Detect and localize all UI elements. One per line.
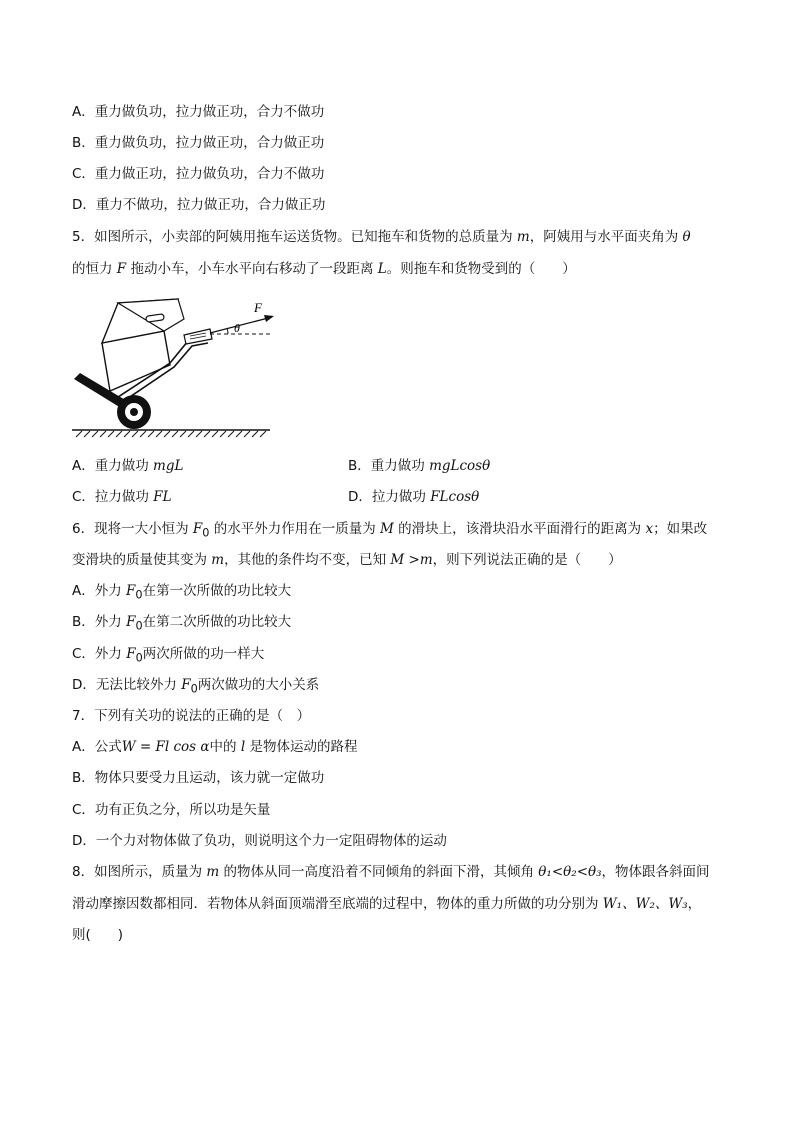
q4-option-a[interactable]: A．重力做负功，拉力做正功，合力不做功	[72, 104, 325, 120]
q8-stem-line1: 8．如图所示，质量为 m 的物体从同一高度沿着不同倾角的斜面下滑，其倾角 θ₁<θ₂<θ₃，物体跟各斜面间	[72, 864, 710, 880]
q8-stem-line3: 则( )	[72, 927, 124, 943]
q5-stem-line2: 的恒力 F 拖动小车，小车水平向右移动了一段距离 L。则拖车和货物受到的（ ）	[72, 261, 576, 277]
q7-stem: 7．下列有关功的说法的正确的是（ ）	[72, 708, 311, 724]
q5-option-a[interactable]: A．重力做功 mgL	[72, 458, 184, 474]
q6-stem-line1: 6．现将一大小恒为 $F_0$ 的水平外力作用在一质量为 M 的滑块上，该滑块沿水平面滑行的距离为 x；如果改	[72, 521, 708, 540]
q8-stem-line2: 滑动摩擦因数都相同．若物体从斜面顶端滑至底端的过程中，物体的重力所做的功分别为 W₁、W₂、W₃，	[72, 896, 702, 912]
q5-option-c[interactable]: C．拉力做功 FL	[72, 489, 172, 505]
q6-option-d[interactable]: D．无法比较外力 $F_0$两次做功的大小关系	[72, 677, 320, 696]
q7-option-b[interactable]: B．物体只要受力且运动，该力就一定做功	[72, 770, 325, 786]
q7-option-d[interactable]: D．一个力对物体做了负功，则说明这个力一定阻碍物体的运动	[72, 833, 447, 849]
q4-option-d[interactable]: D．重力不做功，拉力做正功，合力做正功	[72, 197, 326, 213]
q6-option-c[interactable]: C．外力 $F_0$两次所做的功一样大	[72, 646, 265, 665]
figure-label-theta: θ	[234, 321, 240, 335]
q6-stem-line2: 变滑块的质量使其变为 m，其他的条件均不变，已知 M >m，则下列说法正确的是（ ）	[72, 552, 622, 568]
q5-option-b[interactable]: B．重力做功 mgLcosθ	[348, 458, 491, 474]
q6-option-a[interactable]: A．外力 $F_0$在第一次所做的功比较大	[72, 583, 292, 602]
q7-option-c[interactable]: C．功有正负之分，所以功是矢量	[72, 802, 271, 818]
q7-option-a[interactable]: A．公式W = Fl cos α中的 l 是物体运动的路程	[72, 739, 358, 755]
q4-option-c[interactable]: C．重力做正功，拉力做负功，合力不做功	[72, 166, 325, 182]
figure-label-f: F	[254, 300, 262, 315]
q4-option-b[interactable]: B．重力做负功，拉力做正功，合力做正功	[72, 135, 325, 151]
q6-option-b[interactable]: B．外力 $F_0$在第二次所做的功比较大	[72, 614, 292, 633]
q5-stem-line1: 5．如图所示，小卖部的阿姨用拖车运送货物。已知拖车和货物的总质量为 m，阿姨用与水平面夹角为 θ	[72, 229, 691, 245]
hand-truck-figure	[72, 295, 277, 440]
q5-option-d[interactable]: D．拉力做功 FLcosθ	[348, 489, 480, 505]
